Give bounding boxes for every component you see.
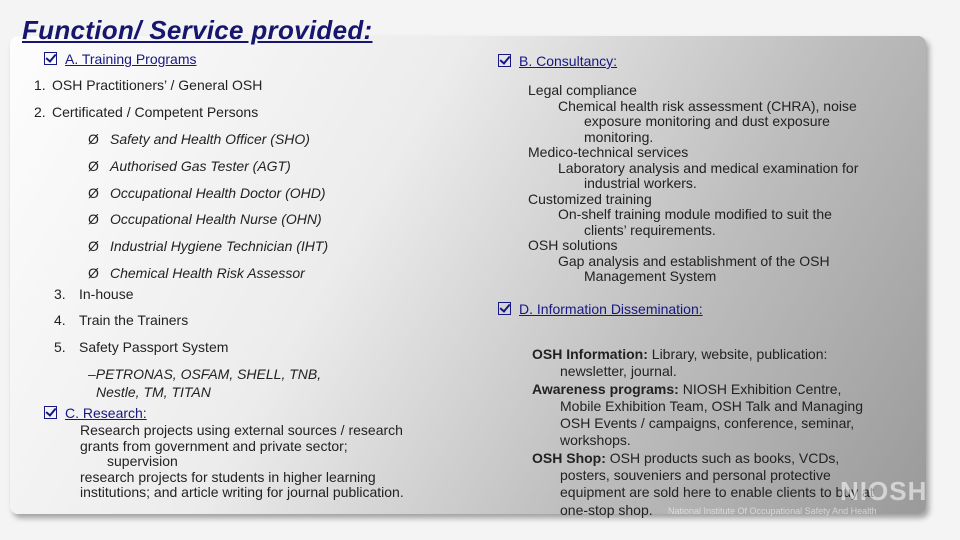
checkbox-icon [44,406,57,419]
consultancy-line: Chemical health risk assessment (CHRA), noise [558,97,857,114]
consultancy-text [528,83,858,285]
consultancy-line: On-shelf training module modified to suit the [558,206,832,222]
competent-person-item [88,131,310,147]
consultancy-title: Legal compliance [528,82,637,98]
section-b-heading-text: B. Consultancy: [519,53,618,69]
consultancy-line: clients’ requirements. [584,221,716,238]
consultancy-line: exposure monitoring and dust exposure [584,113,830,129]
arrow-bullet-icon: Ø [88,265,99,281]
training-item-3 [54,286,133,302]
research-line: grants from government and private sector; [80,437,348,454]
section-d-heading-text: D. Information Dissemination: [519,301,703,317]
shop-title: OSH Shop: [532,449,606,466]
section-d-heading [498,301,703,317]
research-line: research projects for students in higher learning [80,468,376,485]
niosh-watermark-logo: NIOSH [840,476,928,506]
consultancy-title: Medico-technical services [528,144,689,160]
item-label: Certificated / Competent Persons [52,104,259,120]
competent-person-item [88,238,328,254]
sub-item-label: Industrial Hygiene Technician (IHT) [110,238,329,254]
sub-item-label: Authorised Gas Tester (AGT) [110,158,291,174]
training-item-2 [34,104,258,120]
arrow-bullet-icon: Ø [88,211,99,227]
item-number: 2. [34,104,46,120]
sub-item-label: Safety and Health Officer (SHO) [110,131,310,147]
consultancy-line: Gap analysis and establishment of the OSH [558,252,830,269]
info-title: OSH Information: [532,346,648,362]
arrow-bullet-icon: Ø [88,185,99,201]
research-line: institutions; and article writing for journal publication. [80,484,404,500]
checkbox-icon [498,54,511,67]
arrow-bullet-icon: Ø [88,158,99,174]
competent-person-item [88,265,305,281]
item-number: 4. [54,312,66,328]
item-number: 3. [54,286,66,302]
consultancy-line: monitoring. [584,128,654,145]
section-a-heading [44,51,197,67]
research-line: supervision [107,453,178,469]
consultancy-line: Laboratory analysis and medical examination for [558,159,859,176]
info-line: newsletter, journal. [560,363,677,380]
shop-line: posters, souveniers and personal protective [560,467,831,484]
awareness-line: OSH Events / campaigns, conference, seminar, [560,415,855,432]
item-label: Train the Trainers [79,312,189,328]
training-item-5 [54,339,228,355]
checkbox-icon [498,302,511,315]
item-number: 5. [54,339,66,355]
awareness-line: workshops. [560,432,631,449]
sub-item-label: Occupational Health Doctor (OHD) [110,185,326,201]
consultancy-title: Customized training [528,190,652,207]
shop-line: one-stop shop. [560,501,653,518]
sub-item-label: Occupational Health Nurse (OHN) [110,211,322,227]
competent-person-item [88,211,322,227]
section-c-heading [44,405,147,421]
research-line: Research projects using external sources / research [80,422,403,438]
info-line: Library, website, publication: [647,346,828,362]
shop-line: OSH products such as books, VCDs, [605,449,840,466]
consultancy-title: OSH solutions [528,237,618,253]
research-text [80,423,404,501]
consultancy-line: Management System [584,268,717,284]
arrow-bullet-icon: Ø [88,131,99,147]
section-a-heading-text: A. Training Programs [65,51,197,67]
consultancy-line: industrial workers. [584,175,697,191]
section-b-heading [498,53,617,69]
item-label: Safety Passport System [79,339,229,355]
training-item-4 [54,312,188,328]
item-number: 1. [34,77,46,93]
awareness-line: NIOSH Exhibition Centre, [678,380,842,397]
clients-line-2: Nestle, TM, TITAN [96,384,211,400]
competent-person-item [88,185,326,201]
item-label: OSH Practitioners’ / General OSH [52,77,263,93]
page-title: Function/ Service provided: [22,15,373,45]
awareness-line: Mobile Exhibition Team, OSH Talk and Managing [560,397,863,414]
item-label: In-house [79,286,134,302]
awareness-title: Awareness programs: [532,380,679,397]
clients-line-1: –PETRONAS, OSFAM, SHELL, TNB, [88,366,322,382]
section-c-heading-text: C. Research: [65,405,147,421]
shop-line: equipment are sold here to enable clients to buy at [560,484,874,501]
checkbox-icon [44,52,57,65]
training-item-1 [34,77,262,93]
arrow-bullet-icon: Ø [88,238,99,254]
dissemination-text [532,346,874,519]
sub-item-label: Chemical Health Risk Assessor [110,265,305,281]
competent-person-item [88,158,291,174]
niosh-watermark-text: National Institute Of Occupational Safety And Health [668,506,877,516]
